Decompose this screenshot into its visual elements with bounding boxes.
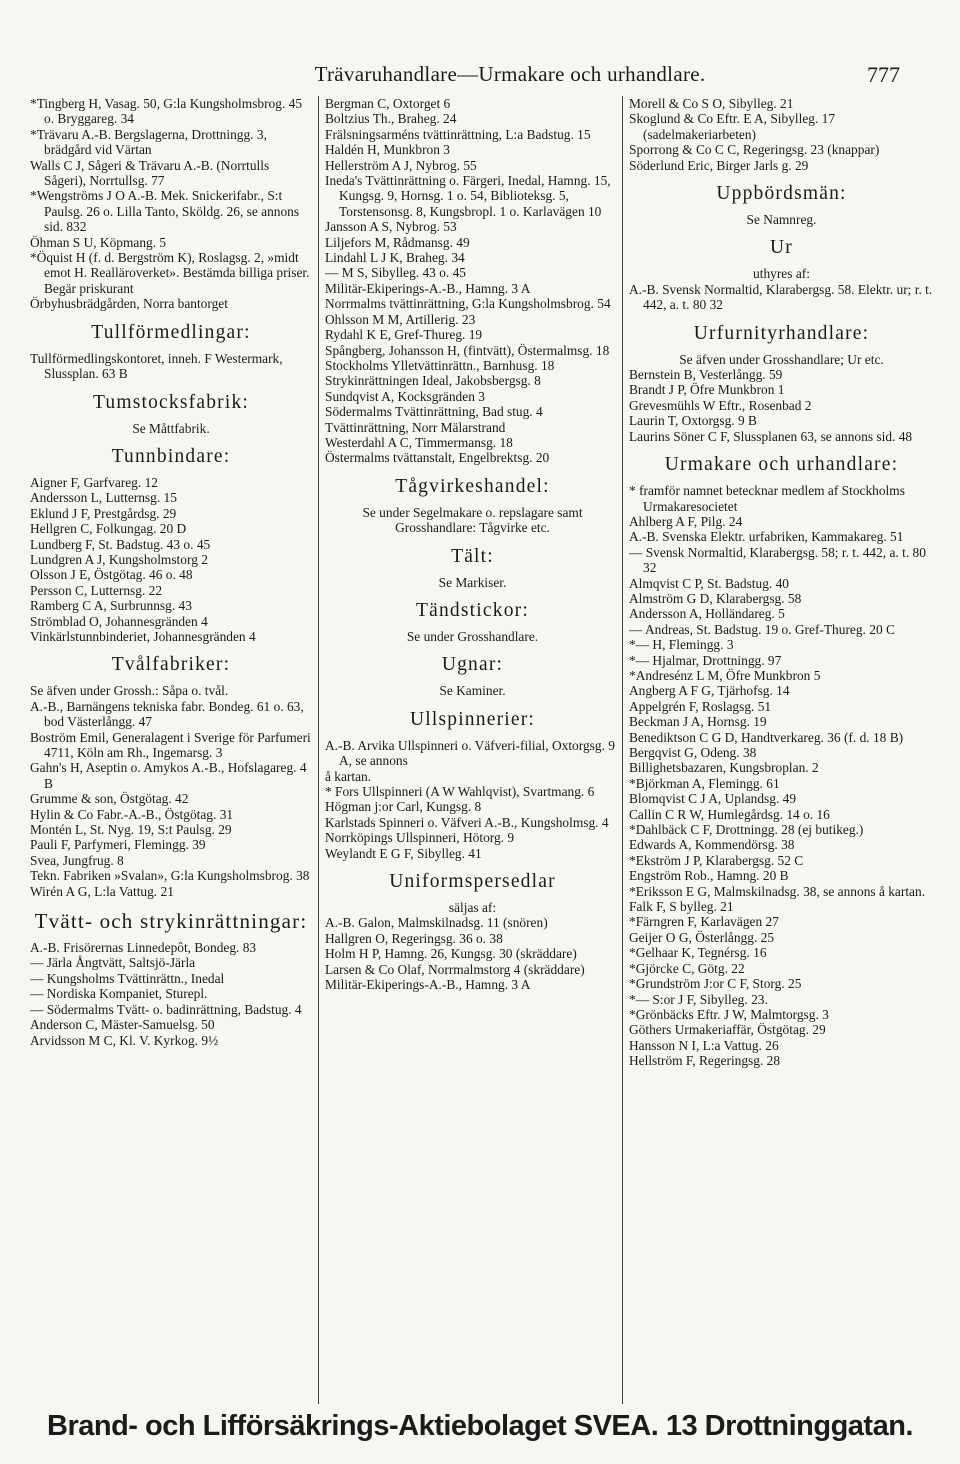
list-item: Militär-Ekiperings-A.-B., Hamng. 3 A	[325, 280, 531, 296]
section-heading: Urfurnityrhandlare:	[693, 322, 870, 344]
section-heading: Urmakare och urhandlare:	[664, 454, 899, 476]
list-item: Svea, Jungfrug. 8	[30, 852, 124, 868]
see-reference: Se äfven under Grossh.: Såpa o. tvål.	[30, 683, 229, 699]
list-item: Lundgren A J, Kungsholmstorg 2	[30, 551, 208, 567]
section-heading: Tält:	[451, 545, 494, 567]
list-item: Stockholms Ylletvättinrättn., Barnhusg. 18	[325, 357, 555, 373]
list-item: *— Hjalmar, Drottningg. 97	[629, 652, 782, 668]
list-item: A.-B. Arvika Ullspinneri o. Väfveri-filial, Oxtorgsg. 9 A, se annons	[325, 737, 615, 769]
list-item: Örbyhusbrädgården, Norra bantorget	[30, 296, 228, 312]
list-item: Hellerström A J, Nybrog. 55	[325, 157, 477, 173]
section-heading: Tumstocksfabrik:	[92, 391, 250, 413]
list-item: Edwards A, Kommendörsg. 38	[629, 837, 795, 853]
list-item: Öhman S U, Köpmang. 5	[30, 234, 167, 250]
list-item: *Wengströms J O A.-B. Mek. Snickerifabr., S:t Paulsg. 26 o. Lilla Tanto, Sköldg. 26, se annons sid. 832	[30, 188, 300, 235]
list-item: Beckman J A, Hornsg. 19	[629, 714, 767, 730]
list-item: Laurins Söner C F, Slussplanen 63, se annons sid. 48	[629, 428, 913, 444]
list-item: Walls C J, Sågeri & Trävaru A.-B. (Norrtulls Sågeri), Norrtullsg. 77	[30, 157, 270, 189]
section-heading: Tunnbindare:	[111, 445, 231, 467]
list-item: * framför namnet betecknar medlem af Stockholms Urmakaresocietet	[629, 483, 905, 514]
list-item: *Grönbäcks Eftr. J W, Malmtorgsg. 3	[629, 1006, 829, 1022]
list-item: Hylin & Co Fabr.-A.-B., Östgötag. 31	[30, 806, 234, 822]
list-item: *Ekström J P, Klarabergsg. 52 C	[629, 852, 804, 868]
list-item: *— H, Flemingg. 3	[629, 637, 734, 653]
list-item: — Svensk Normaltid, Klarabergsg. 58; r. t. 442, a. t. 80 32	[629, 544, 926, 576]
list-item: Tvättinrättning, Norr Mälarstrand	[325, 419, 506, 435]
section-heading: Tvätt- och strykinrättningar:	[34, 909, 308, 934]
list-item: Weylandt E G F, Sibylleg. 41	[325, 845, 482, 861]
columns	[30, 96, 934, 1404]
list-item: Högman j:or Carl, Kungsg. 8	[325, 799, 482, 815]
list-item: Wirén A G, L:la Vattug. 21	[30, 883, 174, 899]
list-item: *Dahlbäck C F, Drottningg. 28 (ej butikeg.)	[629, 822, 864, 838]
list-item: Benediktson C G D, Handtverkareg. 36 (f. d. 18 B)	[629, 729, 904, 745]
list-item: *Andresénz L M, Öfre Munkbron 5	[629, 667, 821, 683]
advertisement-footer: Brand- och Lifförsäkrings-Aktiebolaget SVEA. 13 Drottninggatan.	[47, 1410, 913, 1442]
list-item: Liljefors M, Rådmansg. 49	[325, 234, 470, 250]
list-item: Engström Rob., Hamng. 20 B	[629, 868, 789, 884]
list-item: *Grundström J:or C F, Storg. 25	[629, 976, 802, 992]
list-item: Arvidsson M C, Kl. V. Kyrkog. 9½	[30, 1032, 219, 1048]
list-item: Hellström F, Regeringsg. 28	[629, 1053, 781, 1069]
list-item: Strömblad O, Johannesgränden 4	[30, 613, 208, 629]
list-item: Billighetsbazaren, Kungsbroplan. 2	[629, 760, 819, 776]
list-item: Gahn's H, Aseptin o. Amykos A.-B., Hofslagareg. 4 B	[30, 760, 307, 791]
list-item: Andersson A, Holländareg. 5	[629, 606, 785, 622]
list-item: Morell & Co S O, Sibylleg. 21	[629, 96, 794, 111]
list-item: Bernstein B, Vesterlångg. 59	[629, 367, 783, 383]
list-item: Norrköpings Ullspinneri, Hötorg. 9	[325, 830, 515, 846]
list-item: Larsen & Co Olaf, Norrmalmstorg 4 (skräddare)	[325, 961, 585, 977]
list-item: Andersson L, Lutternsg. 15	[30, 490, 177, 506]
list-item: Montén L, St. Nyg. 19, S:t Paulsg. 29	[30, 822, 232, 838]
list-item: Olsson J E, Östgötag. 46 o. 48	[30, 567, 193, 583]
list-item: *— S:or J F, Sibylleg. 23.	[629, 991, 768, 1007]
list-item: *Eriksson E G, Malmskilnadsg. 38, se annons å kartan.	[629, 883, 926, 899]
list-item: *Trävaru A.-B. Bergslagerna, Drottningg. 3, brädgård vid Värtan	[30, 126, 267, 158]
list-item: — M S, Sibylleg. 43 o. 45	[325, 265, 466, 281]
see-reference: Se äfven under Grosshandlare; Ur etc.	[679, 351, 884, 367]
list-item: Söderlund Eric, Birger Jarls g. 29	[629, 157, 809, 173]
list-item: Geijer O G, Österlångg. 25	[629, 929, 775, 945]
section-heading: Tågvirkeshandel:	[395, 475, 550, 497]
list-item: *Björkman A, Flemingg. 61	[629, 775, 780, 791]
page-header	[30, 62, 900, 94]
list-item: Grumme & son, Östgötag. 42	[30, 791, 189, 807]
list-item: Hansson N I, L:a Vattug. 26	[629, 1037, 779, 1053]
list-item: Pauli F, Parfymeri, Flemingg. 39	[30, 837, 206, 853]
list-item: Boström Emil, Generalagent i Sverige för Parfumeri 4711, Köln am Rh., Ingemarsg. 3	[30, 729, 311, 760]
list-item: Lundberg F, St. Badstug. 43 o. 45	[30, 536, 211, 552]
section-heading: Uniformspersedlar	[389, 871, 556, 893]
list-item: Ohlsson M M, Artillerig. 23	[325, 311, 476, 327]
list-item: Militär-Ekiperings-A.-B., Hamng. 3 A	[325, 977, 531, 993]
list-item: A.-B. Svenska Elektr. urfabriken, Kammakareg. 51	[629, 529, 904, 545]
section-heading: Tullförmedlingar:	[91, 321, 251, 343]
list-item: Sundqvist A, Kocksgränden 3	[325, 388, 485, 404]
list-item: Bergman C, Oxtorget 6	[325, 96, 451, 111]
list-item: *Tingberg H, Vasag. 50, G:la Kungsholmsbrog. 45 o. Bryggareg. 34	[30, 96, 303, 127]
list-item: Boltzius Th., Braheg. 24	[325, 111, 457, 127]
list-item: Tekn. Fabriken »Svalan», G:la Kungsholmsbrog. 38	[30, 868, 310, 884]
see-reference: Se Måttfabrik.	[132, 420, 210, 436]
list-item: Anderson C, Mäster-Samuelsg. 50	[30, 1017, 215, 1033]
list-item: Lindahl L J K, Braheg. 34	[325, 250, 465, 266]
column-1	[30, 96, 312, 1404]
list-item: *Gjörcke C, Götg. 22	[629, 960, 745, 976]
list-item: Blomqvist C J A, Uplandsg. 49	[629, 791, 797, 807]
section-heading: Uppbördsmän:	[716, 183, 847, 205]
list-item: Jansson A S, Nybrog. 53	[325, 219, 457, 235]
see-reference: Se Namnreg.	[746, 212, 817, 228]
column-2	[318, 96, 620, 1404]
list-item: Aigner F, Garfvareg. 12	[30, 474, 158, 490]
list-item: Rydahl K E, Gref-Thureg. 19	[325, 327, 483, 343]
list-item: Eklund J F, Prestgårdsg. 29	[30, 505, 177, 521]
section-heading: Ugnar:	[441, 654, 504, 676]
list-item: Ramberg C A, Surbrunnsg. 43	[30, 598, 192, 614]
list-item: Norrmalms tvättinrättning, G:la Kungsholmsbrog. 54	[325, 296, 611, 312]
list-item: Frälsningsarméns tvättinrättning, L:a Badstug. 15	[325, 126, 591, 142]
see-reference: Se Markiser.	[438, 574, 507, 590]
list-item: Haldén H, Munkbron 3	[325, 142, 450, 158]
page-number: 777	[867, 62, 900, 87]
list-item: Holm H P, Hamng. 26, Kungsg. 30 (skräddare)	[325, 946, 577, 962]
list-item: Tullförmedlingskontoret, inneh. F Westermark, Slussplan. 63 B	[30, 350, 283, 382]
list-item: Angberg A F G, Tjärhofsg. 14	[629, 683, 790, 699]
list-item: *Gelhaar K, Tegnérsg. 16	[629, 945, 767, 961]
list-item: Skoglund & Co Eftr. E A, Sibylleg. 17 (sadelmakeriarbeten)	[629, 111, 836, 142]
list-item: Almqvist C P, St. Badstug. 40	[629, 575, 789, 591]
list-item: å kartan.	[325, 768, 372, 784]
list-item: A.-B. Svensk Normaltid, Klarabergsg. 58. Elektr. ur; r. t. 442, a. t. 80 32	[629, 281, 933, 313]
section-heading: Ullspinnerier:	[409, 708, 536, 730]
list-item: — Nordiska Kompaniet, Sturepl.	[30, 986, 208, 1002]
list-item: *Färngren F, Karlavägen 27	[629, 914, 779, 930]
list-item: — Södermalms Tvätt- o. badinrättning, Badstug. 4	[30, 1001, 302, 1017]
list-item: Falk F, S bylleg. 21	[629, 899, 734, 915]
list-item: — Andreas, St. Badstug. 19 o. Gref-Thureg. 20 C	[629, 621, 895, 637]
list-item: Södermalms Tvättinrättning, Bad stug. 4	[325, 404, 543, 420]
section-heading: Tändstickor:	[416, 599, 529, 621]
list-item: Ineda's Tvättinrättning o. Färgeri, Inedal, Hamng. 15, Kungsg. 9, Hornsg. 1 o. 54, Biblioteksg. 5, Torstensonsg. 8, Kungsbropl. 1 o. Karlavägen 10	[325, 173, 611, 219]
see-reference: Se Kaminer.	[439, 683, 506, 699]
list-item: Westerdahl A C, Timmermansg. 18	[325, 434, 513, 450]
list-item: * Fors Ullspinneri (A W Wahlqvist), Svartmang. 6	[325, 784, 595, 799]
see-reference: Se under Segelmakare o. repslagare samt Grosshandlare: Tågvirke etc.	[362, 504, 583, 536]
list-item: Vinkärlstunnbinderiet, Johannesgränden 4	[30, 628, 256, 644]
list-item: Laurin T, Oxtorgsg. 9 B	[629, 413, 757, 429]
page-title: Trävaruhandlare—Urmakare och urhandlare.	[314, 62, 706, 86]
list-item: Brandt J P, Öfre Munkbron 1	[629, 382, 785, 398]
list-item: Grevesmühls W Eftr., Rosenbad 2	[629, 397, 812, 413]
section-heading: Ur	[770, 237, 793, 259]
list-item: Göthers Urmakeriaffär, Östgötag. 29	[629, 1022, 826, 1038]
list-item: Spångberg, Johansson H, (fintvätt), Östermalmsg. 18	[325, 342, 610, 358]
list-item: Callin C R W, Humlegårdsg. 14 o. 16	[629, 806, 830, 822]
column-3	[622, 96, 934, 1404]
see-reference: uthyres af:	[753, 266, 810, 282]
list-item: Appelgrén F, Roslagsg. 51	[629, 698, 772, 714]
list-item: Ahlberg A F, Pilg. 24	[629, 513, 743, 529]
list-item: Hallgren O, Regeringsg. 36 o. 38	[325, 930, 503, 946]
list-item: Bergqvist G, Odeng. 38	[629, 745, 757, 760]
list-item: — Kungsholms Tvättinrättn., Inedal	[30, 970, 225, 986]
list-item: Persson C, Lutternsg. 22	[30, 582, 163, 598]
list-item: *Öquist H (f. d. Bergström K), Roslagsg. 2, »midt emot H. Realläroverket». Bestämda billiga priser. Begär priskurant	[30, 250, 310, 296]
list-item: A.-B. Galon, Malmskilnadsg. 11 (snören)	[325, 915, 548, 931]
list-item: Strykinrättningen Ideal, Jakobsbergsg. 8	[325, 373, 541, 389]
list-item: Sporrong & Co C C, Regeringsg. 23 (knappar)	[629, 142, 880, 158]
list-item: Östermalms tvättanstalt, Engelbrektsg. 20	[325, 450, 550, 466]
list-item: Hellgren C, Folkungag. 20 D	[30, 521, 187, 537]
list-item: A.-B. Frisörernas Linnedepôt, Bondeg. 83	[30, 940, 257, 956]
section-heading: Tvålfabriker:	[111, 654, 231, 676]
see-reference: Se under Grosshandlare.	[406, 628, 539, 644]
see-reference: säljas af:	[448, 900, 497, 916]
list-item: — Järla Ångtvätt, Saltsjö-Järla	[30, 955, 196, 971]
list-item: A.-B., Barnängens tekniska fabr. Bondeg. 61 o. 63, bod Västerlångg. 47	[30, 698, 304, 730]
list-item: Almström G D, Klarabergsg. 58	[629, 590, 802, 606]
list-item: Karlstads Spinneri o. Väfveri A.-B., Kungsholmsg. 4	[325, 814, 609, 830]
